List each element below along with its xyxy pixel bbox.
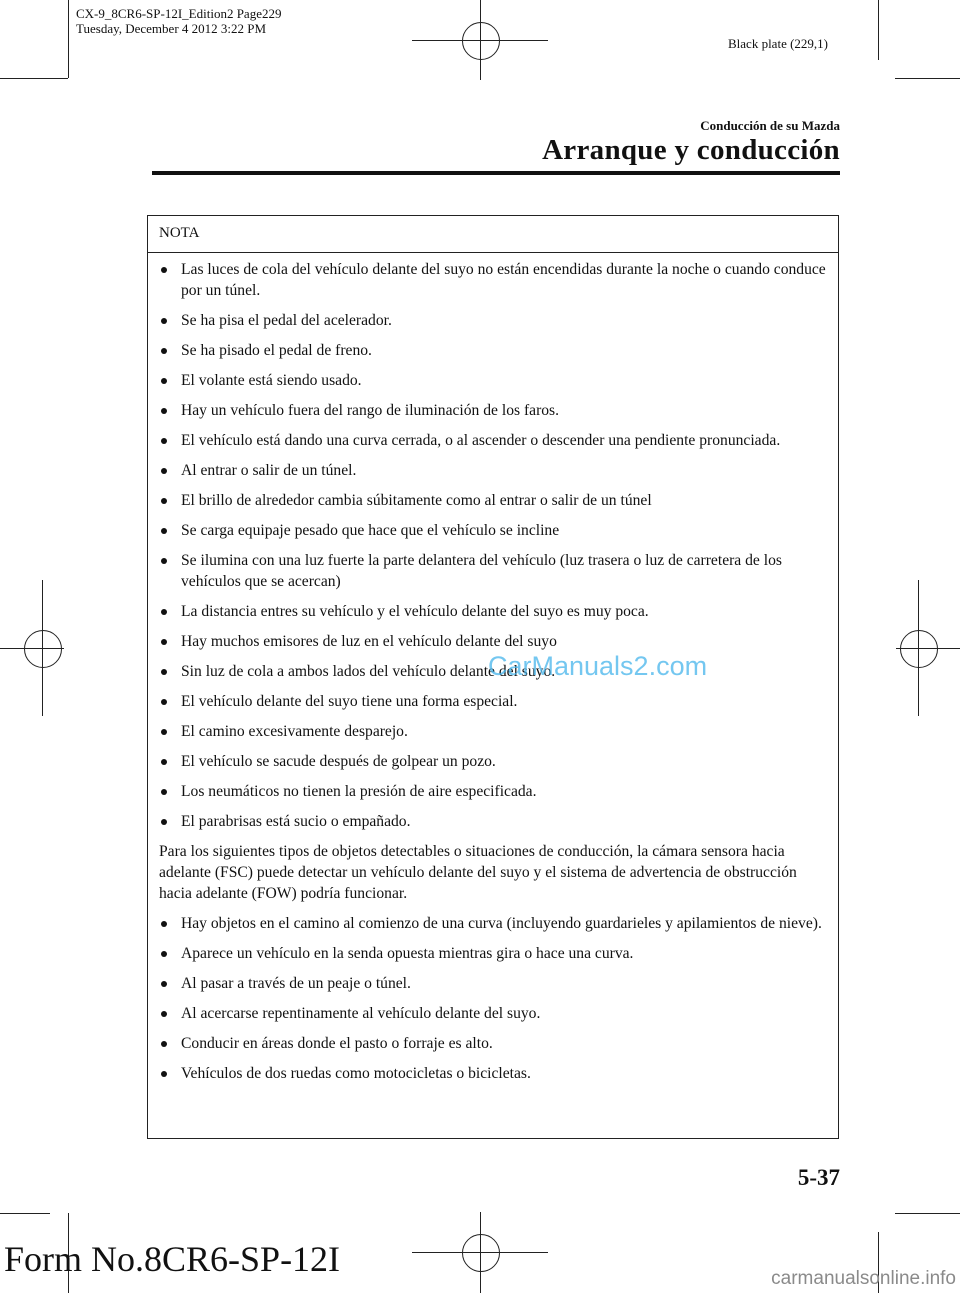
list-item [159, 340, 826, 361]
bullet-icon [161, 498, 167, 504]
bullet-icon [161, 1041, 167, 1047]
list-item-text: Las luces de cola del vehículo delante del suyo no están encendidas durante la noche o cuando conduce por un túnel. [181, 261, 826, 299]
note-list-2 [159, 913, 826, 1084]
crop-mark [68, 0, 69, 78]
list-item [159, 943, 826, 964]
bullet-icon [161, 1011, 167, 1017]
list-item-text: El volante está siendo usado. [181, 372, 362, 389]
list-item [159, 1063, 826, 1084]
registration-mark [412, 1212, 548, 1293]
bullet-icon [161, 669, 167, 675]
registration-mark [412, 0, 548, 80]
list-item [159, 913, 826, 934]
list-item [159, 631, 826, 652]
list-item-text: Vehículos de dos ruedas como motocicletas o bicicletas. [181, 1065, 531, 1082]
list-item-text: Hay objetos en el camino al comienzo de una curva (incluyendo guardarieles y apilamientos de nieve). [181, 915, 822, 932]
print-info-line2: Tuesday, December 4 2012 3:22 PM [76, 21, 267, 36]
list-item [159, 490, 826, 511]
bullet-icon [161, 981, 167, 987]
list-item-text: Los neumáticos no tienen la presión de aire especificada. [181, 783, 537, 800]
list-item-text: Hay un vehículo fuera del rango de iluminación de los faros. [181, 402, 560, 419]
bullet-icon [161, 378, 167, 384]
list-item [159, 721, 826, 742]
list-item-text: Hay muchos emisores de luz en el vehículo delante del suyo [181, 633, 557, 650]
list-item [159, 520, 826, 541]
chapter-title: Arranque y conducción [542, 134, 840, 166]
bullet-icon [161, 789, 167, 795]
list-item-text: Al acercarse repentinamente al vehículo delante del suyo. [181, 1005, 541, 1022]
list-item [159, 550, 826, 592]
bullet-icon [161, 438, 167, 444]
crop-mark [0, 1213, 50, 1214]
bullet-icon [161, 609, 167, 615]
bullet-icon [161, 639, 167, 645]
note-title: NOTA [148, 216, 838, 253]
bullet-icon [161, 699, 167, 705]
bullet-icon [161, 759, 167, 765]
list-item-text: El brillo de alrededor cambia súbitamente como al entrar o salir de un túnel [181, 492, 652, 509]
bullet-icon [161, 819, 167, 825]
bullet-icon [161, 951, 167, 957]
bullet-icon [161, 267, 167, 273]
list-item-text: Al pasar a través de un peaje o túnel. [181, 975, 411, 992]
list-item [159, 601, 826, 622]
list-item-text: Sin luz de cola a ambos lados del vehículo delante del suyo. [181, 663, 556, 680]
list-item-text: La distancia entres su vehículo y el vehículo delante del suyo es muy poca. [181, 603, 649, 620]
bullet-icon [161, 921, 167, 927]
list-item-text: Se ha pisa el pedal del acelerador. [181, 312, 392, 329]
crop-mark [878, 0, 879, 60]
list-item [159, 691, 826, 712]
crop-mark [895, 78, 960, 79]
print-info [76, 6, 281, 36]
list-item [159, 460, 826, 481]
bullet-icon [161, 528, 167, 534]
list-item-text: El vehículo se sacude después de golpear un pozo. [181, 753, 496, 770]
registration-mark [0, 580, 64, 716]
bullet-icon [161, 1071, 167, 1077]
list-item-text: El vehículo está dando una curva cerrada, o al ascender o descender una pendiente pronunciada. [181, 432, 781, 449]
list-item-text: Al entrar o salir de un túnel. [181, 462, 357, 479]
crop-mark [895, 1213, 960, 1214]
list-item [159, 751, 826, 772]
list-item [159, 310, 826, 331]
list-item-text: El camino excesivamente desparejo. [181, 723, 408, 740]
list-item [159, 811, 826, 832]
plate-label: Black plate (229,1) [728, 36, 828, 51]
form-number: Form No.8CR6-SP-12I [4, 1239, 341, 1279]
list-item [159, 259, 826, 301]
page-number: 5-37 [797, 1165, 840, 1190]
list-item [159, 1003, 826, 1024]
registration-mark [896, 580, 960, 716]
list-item [159, 400, 826, 421]
list-item-text: Aparece un vehículo en la senda opuesta mientras gira o hace una curva. [181, 945, 634, 962]
list-item [159, 430, 826, 451]
bullet-icon [161, 408, 167, 414]
list-item-text: El parabrisas está sucio o empañado. [181, 813, 411, 830]
print-info-line1: CX-9_8CR6-SP-12I_Edition2 Page229 [76, 6, 282, 21]
list-item [159, 781, 826, 802]
note-paragraph: Para los siguientes tipos de objetos detectables o situaciones de conducción, la cámara sensora hacia adelante (FSC) puede detectar un vehículo delante del suyo y el sistema de advertencia de obstrucción hacia adelante (FOW) podría funcionar. [159, 843, 797, 902]
section-title: Conducción de su Mazda [700, 118, 840, 133]
bullet-icon [161, 729, 167, 735]
list-item-text: Se carga equipaje pesado que hace que el vehículo se incline [181, 522, 560, 539]
bullet-icon [161, 558, 167, 564]
list-item [159, 370, 826, 391]
list-item [159, 973, 826, 994]
list-item-text: Se ilumina con una luz fuerte la parte delantera del vehículo (luz trasera o luz de carretera de los vehículos que se acercan) [181, 552, 782, 590]
bullet-icon [161, 318, 167, 324]
list-item-text: Conducir en áreas donde el pasto o forraje es alto. [181, 1035, 493, 1052]
list-item-text: Se ha pisado el pedal de freno. [181, 342, 372, 359]
bullet-icon [161, 468, 167, 474]
header-rule [152, 171, 840, 175]
footer-watermark: carmanualsonline.info [771, 1268, 956, 1289]
list-item-text: El vehículo delante del suyo tiene una forma especial. [181, 693, 518, 710]
note-list-1 [159, 259, 826, 832]
bullet-icon [161, 348, 167, 354]
crop-mark [0, 78, 68, 79]
list-item [159, 1033, 826, 1054]
watermark: CarManuals2.com [488, 651, 708, 681]
